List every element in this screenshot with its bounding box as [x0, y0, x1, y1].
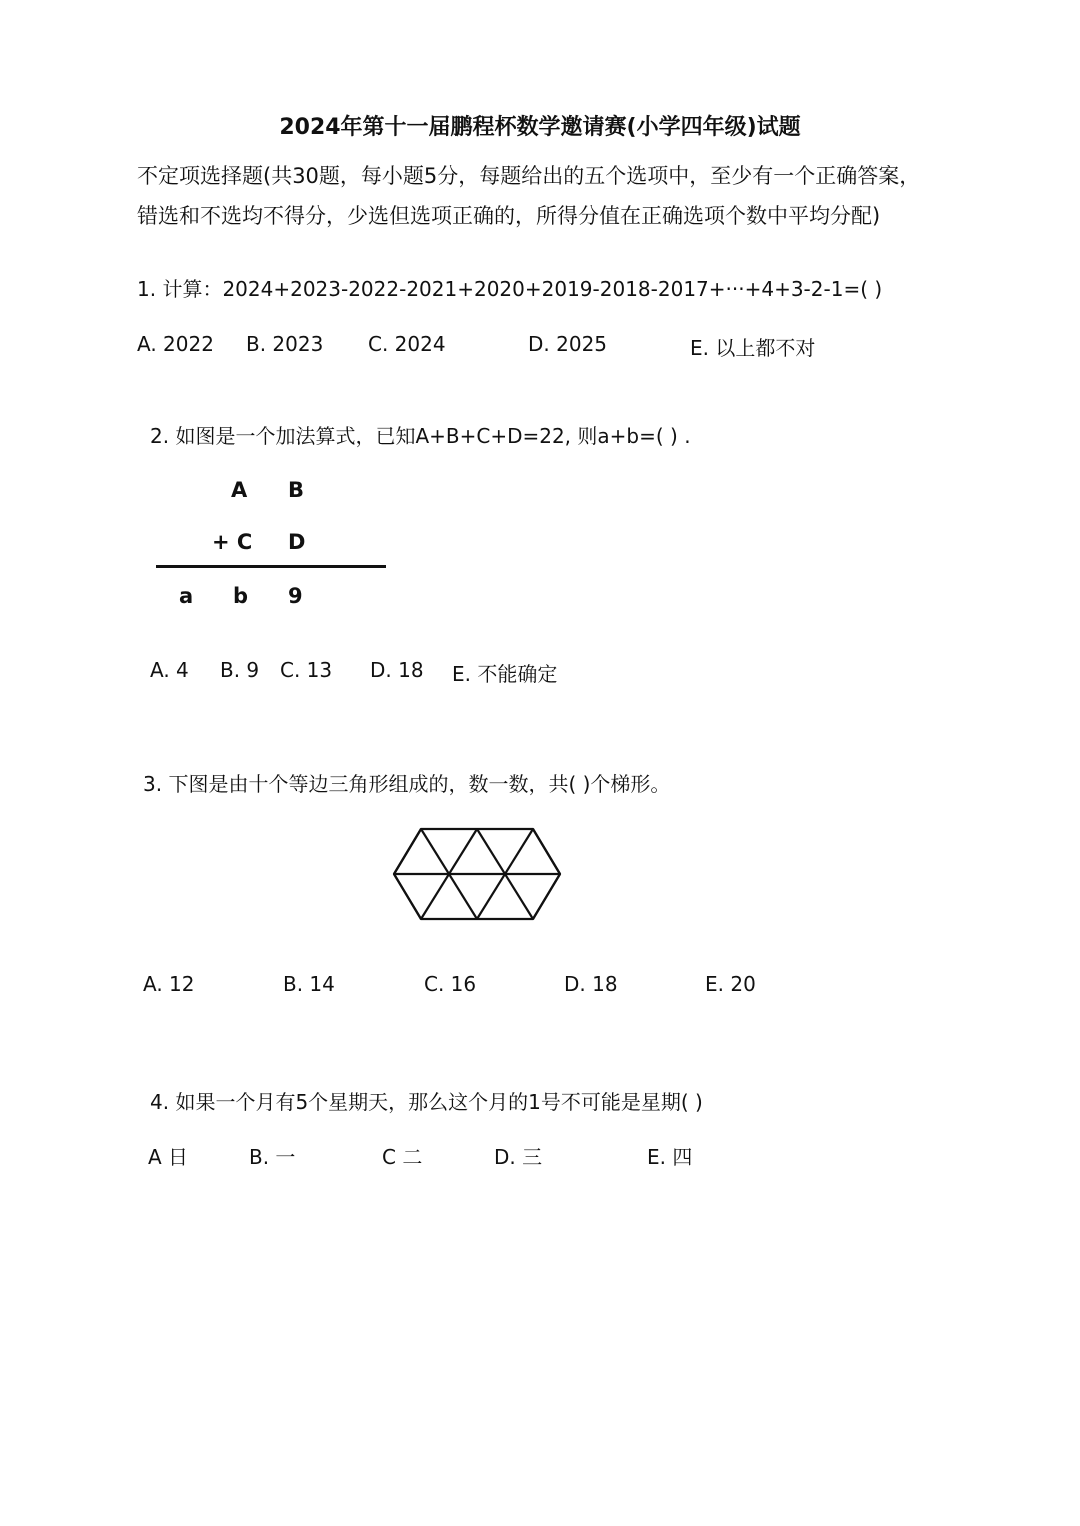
digit-b-upper: B [288, 478, 305, 502]
instructions-line-2: 错选和不选均不得分，少选但选项正确的，所得分值在正确选项个数中平均分配) [137, 204, 881, 228]
question-1-text: 1. 计算：2024+2023-2022-2021+2020+2019-2018-2017+···+4+3-2-1=( ) [137, 277, 883, 301]
question-1-option-b: B. 2023 [246, 332, 324, 356]
diagonal-8 [533, 874, 560, 919]
diagonal-7 [394, 829, 421, 874]
question-1-option-d: D. 2025 [528, 332, 608, 356]
question-2-option-b: B. 9 [220, 658, 260, 682]
digit-nine: 9 [288, 584, 303, 608]
page-title: 2024年第十一届鹏程杯数学邀请赛(小学四年级)试题 [279, 115, 801, 140]
digit-plus-c: + C [212, 530, 253, 554]
question-2-option-a: A. 4 [150, 658, 189, 682]
question-2-option-d: D. 18 [370, 658, 424, 682]
question-4-option-c: C 二 [382, 1145, 423, 1169]
question-1-option-a: A. 2022 [137, 332, 214, 356]
sum-line [156, 565, 386, 568]
question-4-option-e: E. 四 [647, 1145, 693, 1169]
question-3-text: 3. 下图是由十个等边三角形组成的，数一数，共( )个梯形。 [143, 772, 671, 796]
question-3-option-c: C. 16 [424, 972, 477, 996]
question-4-text: 4. 如果一个月有5个星期天，那么这个月的1号不可能是星期( ) [150, 1090, 703, 1114]
instructions-line-1: 不定项选择题(共30题，每小题5分，每题给出的五个选项中，至少有一个正确答案， [137, 164, 921, 188]
question-2-option-c: C. 13 [280, 658, 333, 682]
diagonal-3 [394, 874, 421, 919]
question-4-option-a: A 日 [148, 1145, 189, 1169]
question-3-option-d: D. 18 [564, 972, 618, 996]
triangle-hexagon-figure [390, 826, 566, 924]
question-3-option-a: A. 12 [143, 972, 195, 996]
question-2-text: 2. 如图是一个加法算式，已知A+B+C+D=22, 则a+b=( ) . [150, 424, 691, 448]
question-1-option-e: E. 以上都不对 [690, 336, 816, 360]
digit-a-lower: a [179, 584, 194, 608]
question-3-option-e: E. 20 [705, 972, 756, 996]
question-4-option-d: D. 三 [494, 1145, 543, 1169]
digit-a-upper: A [231, 478, 248, 502]
question-3-option-b: B. 14 [283, 972, 335, 996]
diagonal-4 [533, 829, 560, 874]
question-1-option-c: C. 2024 [368, 332, 446, 356]
digit-b-lower: b [233, 584, 249, 608]
digit-d: D [288, 530, 306, 554]
question-2-option-e: E. 不能确定 [452, 662, 558, 686]
question-4-option-b: B. 一 [249, 1145, 296, 1169]
